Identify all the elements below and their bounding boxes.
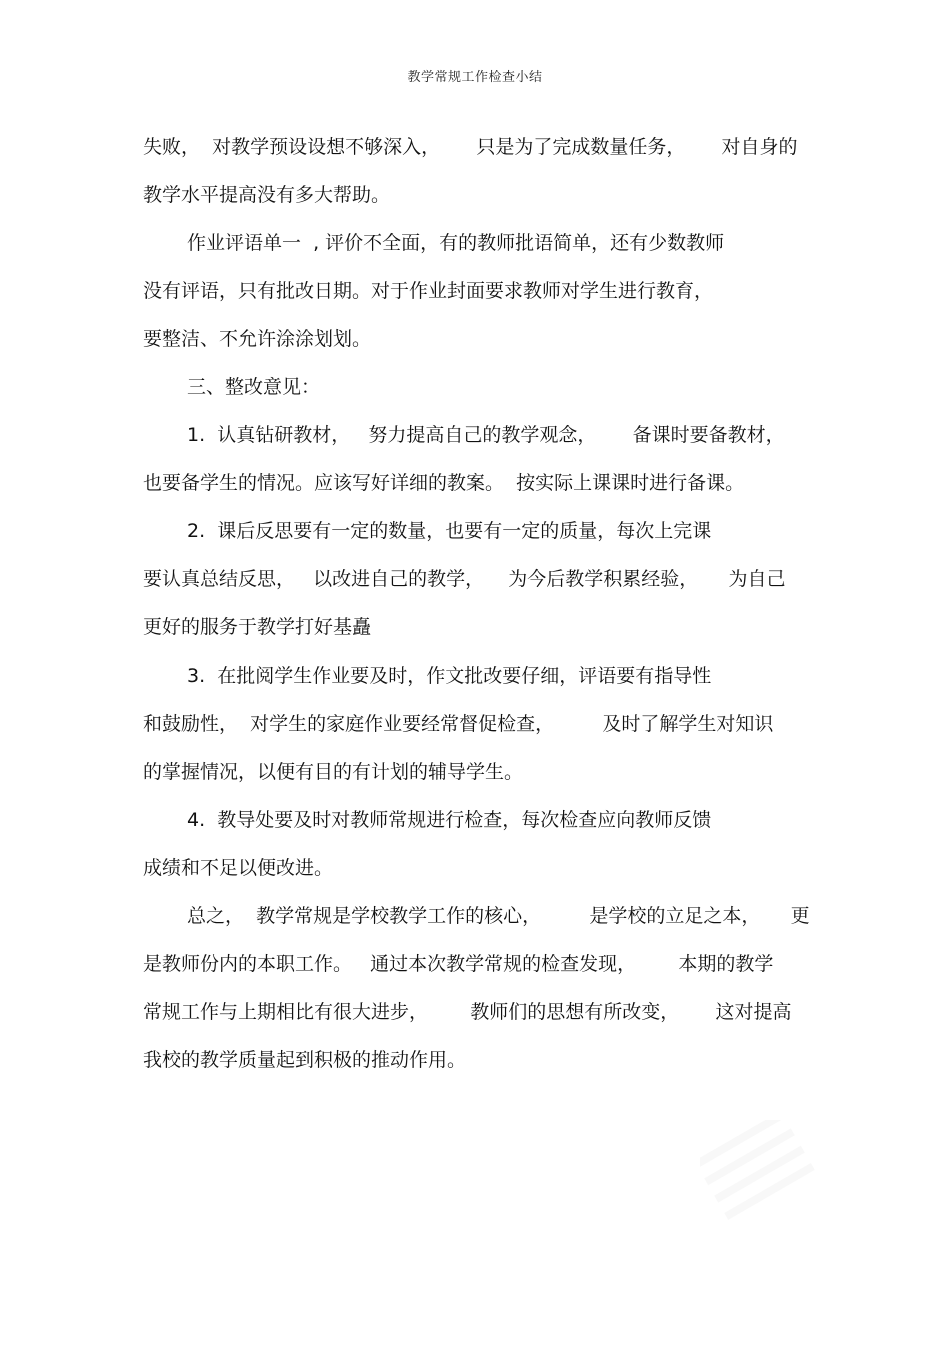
text-line: 教学水平提高没有多大帮助。 xyxy=(143,184,391,206)
list-item-4-line: 4. 教导处要及时对教师常规进行检查，每次检查应向教师反馈 xyxy=(187,809,712,831)
watermark-icon xyxy=(700,1120,820,1230)
paragraph-start-line: 作业评语单一 , 评价不全面，有的教师批语简单，还有少数教师 xyxy=(187,232,725,254)
text-line: 要认真总结反思， 以改进自己的教学， 为今后教学积累经验， 为自己 xyxy=(143,568,786,590)
text-line: 的掌握情况，以便有目的有计划的辅导学生。 xyxy=(143,761,524,783)
text-line: 要整洁、不允许涂涂划划。 xyxy=(143,328,372,350)
section-heading: 三、整改意见： xyxy=(187,376,321,398)
text-line: 失败， 对教学预设设想不够深入， 只是为了完成数量任务， 对自身的 xyxy=(143,136,798,158)
list-item-2-line: 2. 课后反思要有一定的数量，也要有一定的质量，每次上完课 xyxy=(187,520,712,542)
list-item-1-line: 1. 认真钻研教材， 努力提高自己的教学观念， 备课时要备教材， xyxy=(187,424,785,446)
text-line: 常规工作与上期相比有很大进步， 教师们的思想有所改变， 这对提高 xyxy=(143,1001,792,1023)
text-line: 也要备学生的情况。应该写好详细的教案。 按实际上课课时进行备课。 xyxy=(143,472,745,494)
text-line: 没有评语，只有批改日期。对于作业封面要求教师对学生进行教育， xyxy=(143,280,714,302)
text-line: 更好的服务于教学打好基矗 xyxy=(143,616,372,638)
conclusion-start-line: 总之， 教学常规是学校教学工作的核心， 是学校的立足之本， 更 xyxy=(187,905,810,927)
text-line: 我校的教学质量起到积极的推动作用。 xyxy=(143,1049,467,1071)
text-line: 成绩和不足以便改进。 xyxy=(143,857,334,879)
list-item-3-line: 3. 在批阅学生作业要及时，作文批改要仔细，评语要有指导性 xyxy=(187,665,712,687)
text-line: 和鼓励性， 对学生的家庭作业要经常督促检查， 及时了解学生对知识 xyxy=(143,713,774,735)
text-line: 是教师份内的本职工作。 通过本次教学常规的检查发现， 本期的教学 xyxy=(143,953,774,975)
page-header-title: 教学常规工作检查小结 xyxy=(407,70,543,85)
